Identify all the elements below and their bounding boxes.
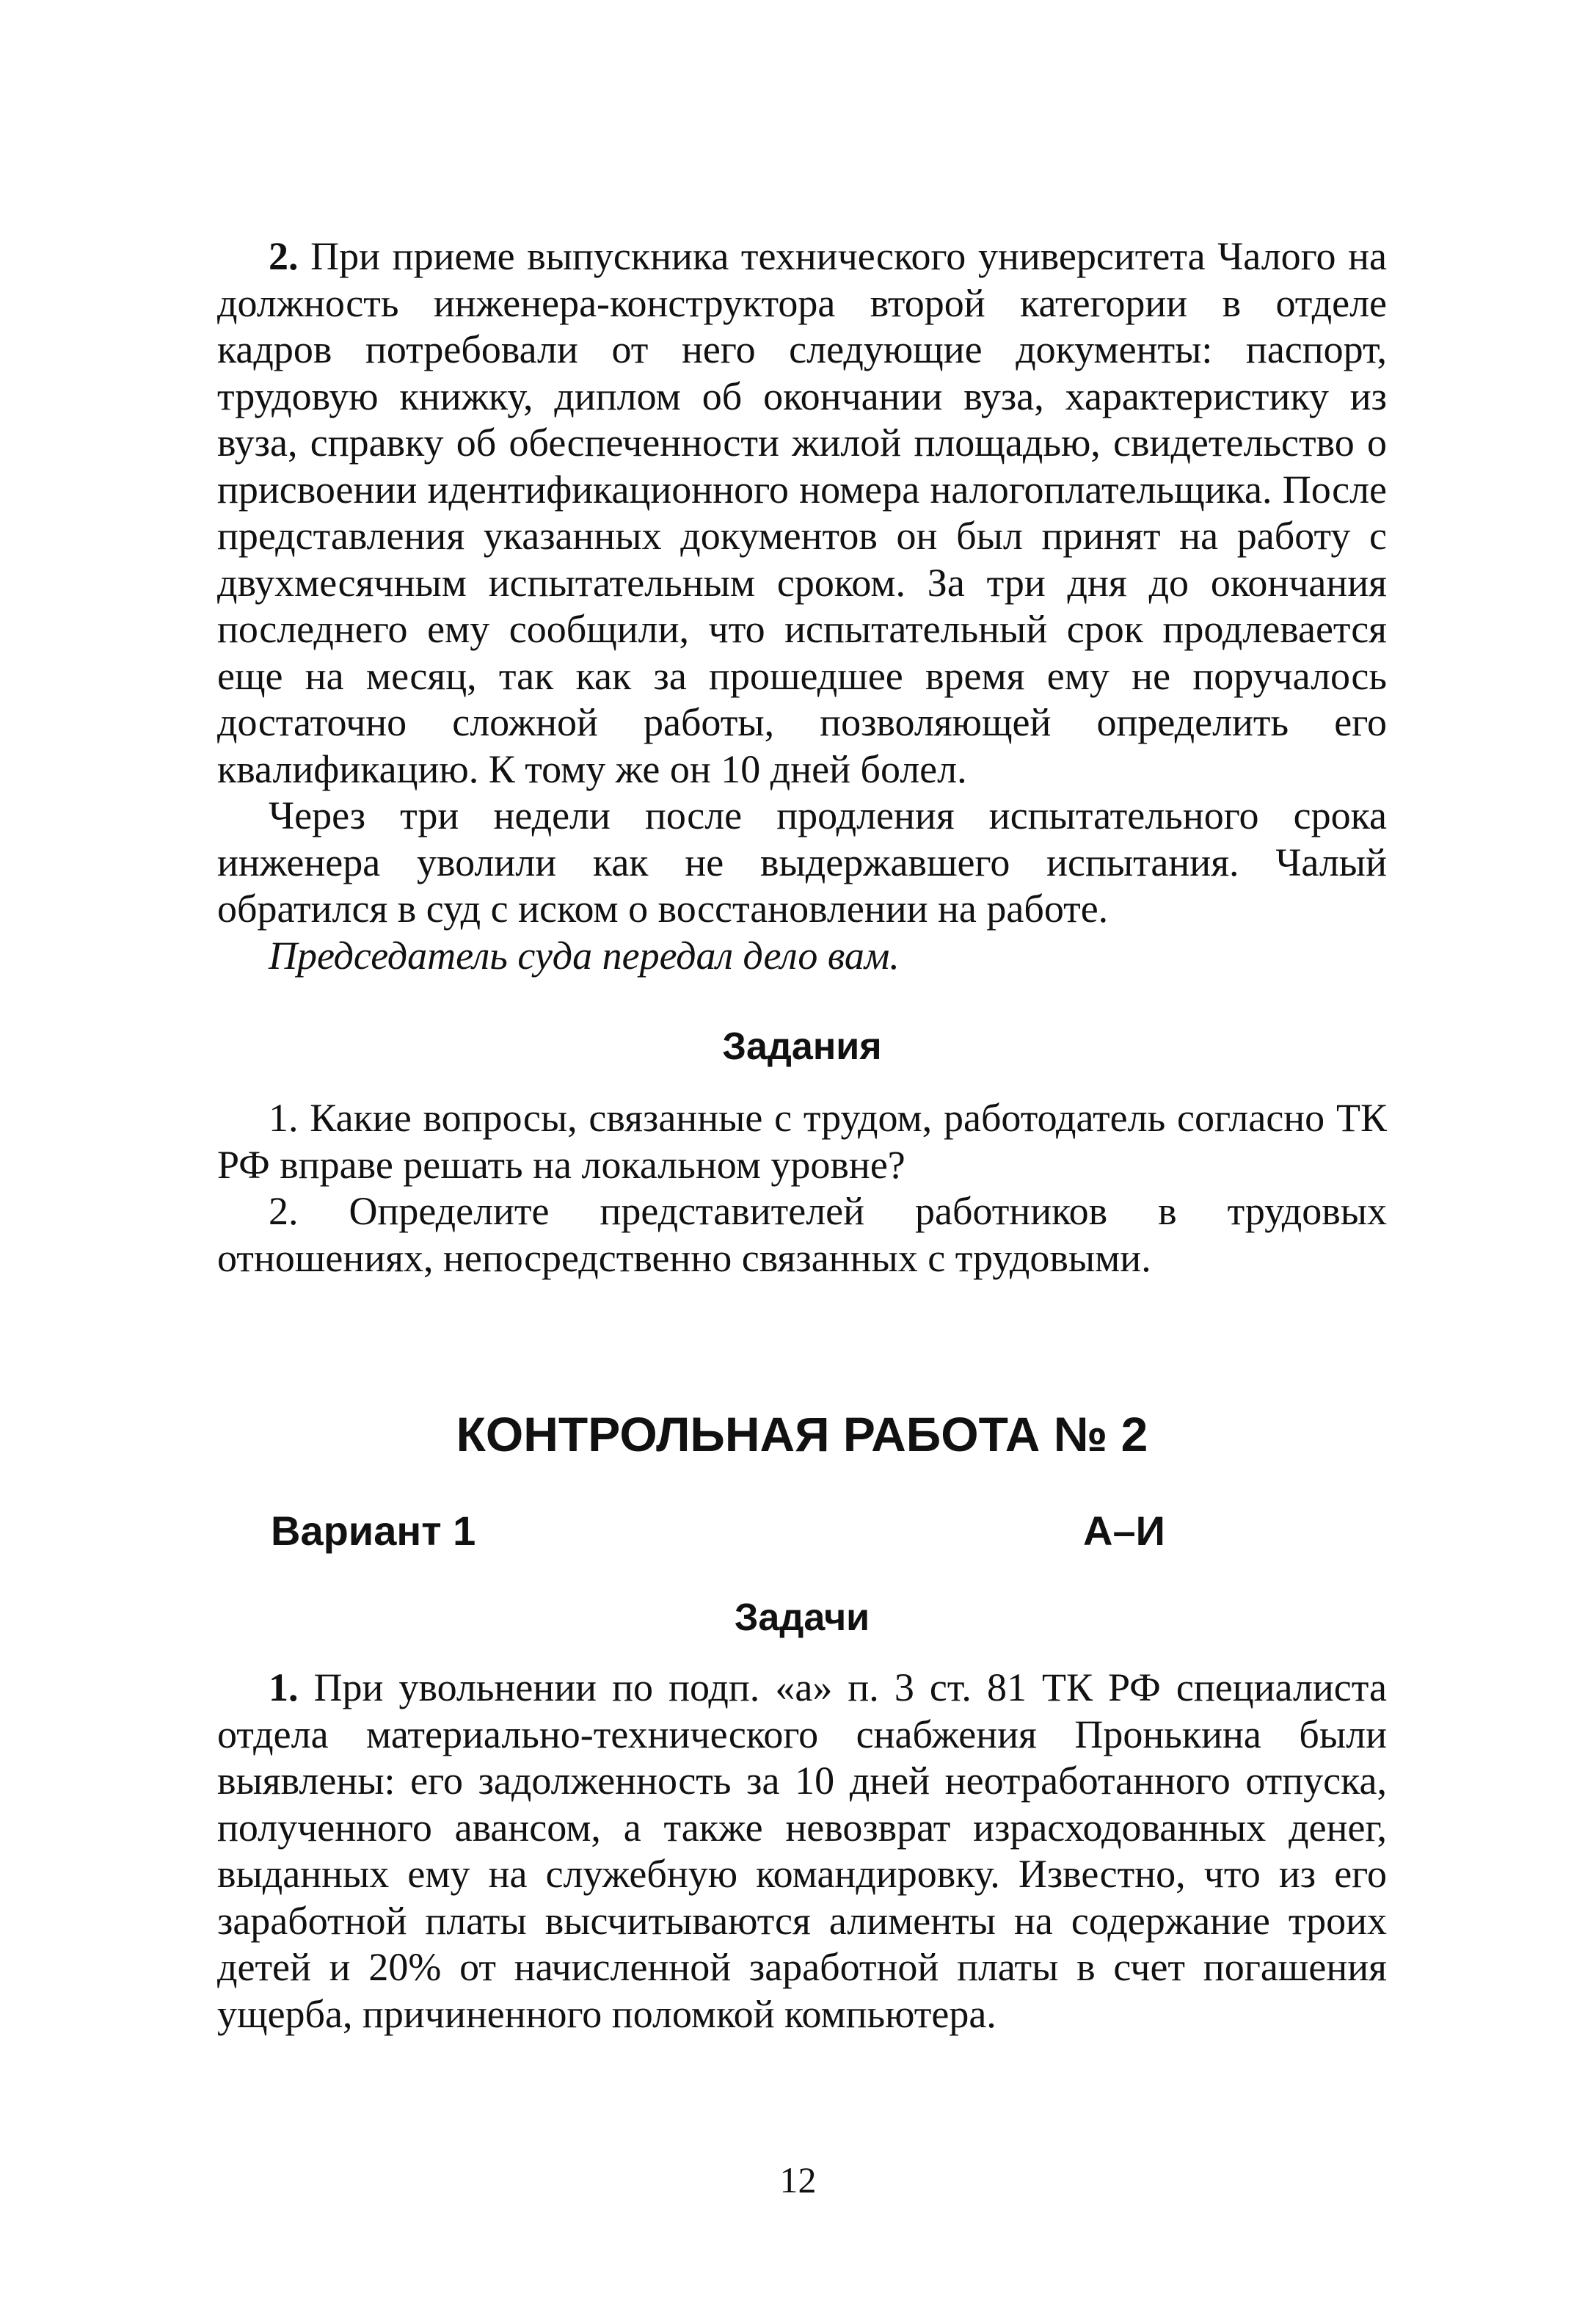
problem-2-number: 2. [269,234,299,278]
letter-range: А–И [1083,1508,1165,1554]
problem-2-text: При приеме выпускника технического университета Чалого на должность инженера-конструктора второй категории в отделе кадров потребовали от него следующие документы: паспорт, трудовую книжку, диплом об окончании вуза, характеристику из вуза, справку об обеспеченности жилой площадью, свидетельство о присвоении идентификационного номера налогоплательщика. После представления указанных документов он был принят на работу с двухмесячным испытательным сроком. За три дня до окончания последнего ему сообщили, что испытательный срок продлевается еще на месяц, так как за прошедшее время ему не поручалось достаточно сложной работы, позволяющей определить его квалификацию. К тому же он 10 дней болел. [217,234,1387,791]
problems-heading: Задачи [734,1596,870,1639]
tasks-heading: Задания [722,1025,882,1068]
problem-2-paragraph [217,233,1387,793]
control-work-title: КОНТРОЛЬНАЯ РАБОТА № 2 [456,1407,1148,1461]
task-item-1: 1. Какие вопросы, связанные с трудом, работодатель согласно ТК РФ вправе решать на локальном уровне? [217,1096,1387,1187]
variant-row [217,1503,1387,1559]
problem-1-paragraph [217,1665,1387,2037]
page-number: 12 [779,2159,817,2200]
problem-2-closing: Председатель суда передал дело вам. [269,933,900,978]
variant-label: Вариант 1 [271,1508,476,1554]
problem-1-number: 1. [269,1665,299,1709]
problem-2-continuation: Через три недели после продления испытательного срока инженера уволили как не выдержавшего испытания. Чалый обратился в суд с иском о восстановлении на работе. [217,793,1387,931]
problem-1-text: При увольнении по подп. «а» п. 3 ст. 81 ТК РФ специалиста отдела материально-технического снабжения Пронькина были выявлены: его задолженность за 10 дней неотработанного отпуска, полученного авансом, а также невозврат израсходованных денег, выданных ему на служебную командировку. Известно, что из его заработной платы высчитываются алименты на содержание троих детей и 20% от начисленной заработной платы в счет погашения ущерба, причиненного поломкой компьютера. [217,1665,1387,2036]
task-item-2: 2. Определите представителей работников в трудовых отношениях, непосредственно связанных с трудовыми. [217,1189,1387,1280]
page-content [217,233,1387,2037]
